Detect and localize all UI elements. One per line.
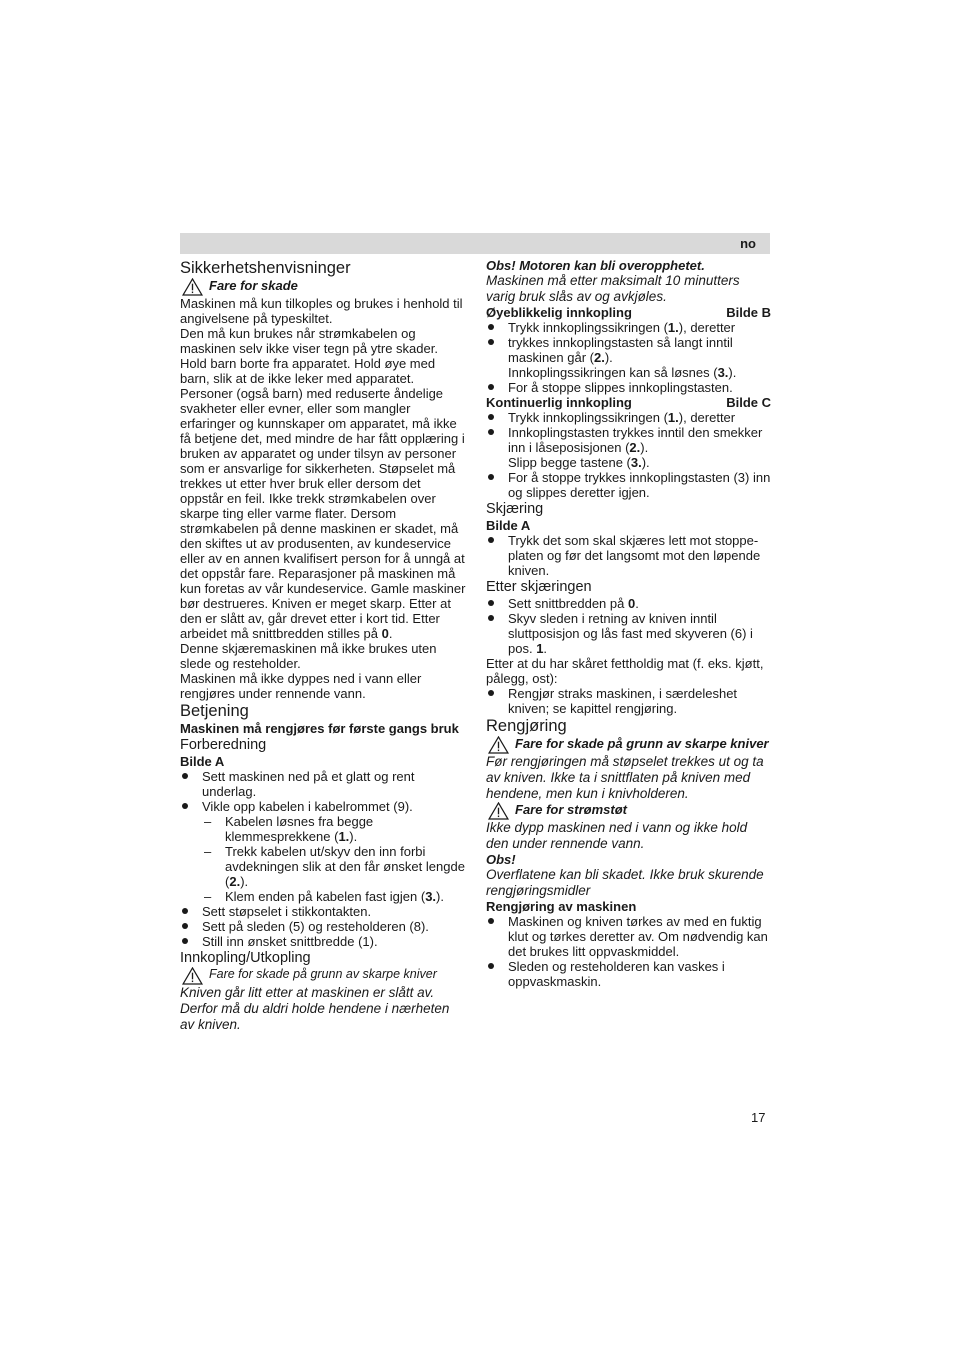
- list-item-text: Slipp begge tastene (: [508, 455, 631, 470]
- list-item-text: Vikle opp kabelen i kabelrommet (9).: [202, 799, 413, 814]
- list-item-end: .: [635, 596, 639, 611]
- safety-paragraph-4: Maskinen må ikke dyppes ned i vann eller rengjøres under rennende vann.: [180, 671, 422, 701]
- list-item: [180, 904, 466, 919]
- list-item-text: Maskinen og kniven tørkes av med en fuktig klut og tørkes deretter av. Om nødvendig kan det brukes litt oppvaskmiddel.: [508, 914, 768, 959]
- list-item: [180, 769, 466, 799]
- etter-list-1: [486, 596, 771, 656]
- dash-item: – Klem enden på kabelen fast igjen (3.).: [204, 889, 444, 904]
- list-item: [486, 335, 771, 365]
- dash-item-text: Kabelen løsnes fra begge klemmesprekkene (: [225, 814, 374, 844]
- list-item-end: ), deretter: [678, 320, 736, 335]
- kontinuerlig-row: [486, 395, 771, 410]
- forberedning-list-2: [180, 904, 466, 949]
- safety-heading: Sikkerhetshenvisninger: [180, 259, 351, 277]
- list-item: [486, 686, 771, 716]
- safety-paragraph-2: [180, 326, 466, 641]
- list-item-text: Sett maskinen ned på et glatt og rent underlag.: [202, 769, 415, 799]
- list-item: [180, 799, 466, 814]
- list-item-text: Sleden og resteholderen kan vaskes i oppvaskmaskin.: [508, 959, 725, 989]
- step-number: 3.: [425, 889, 437, 904]
- list-item: [486, 320, 771, 335]
- warning-triangle-icon: [488, 802, 509, 820]
- innkopling-text: Kniven går litt etter at maskinen er slått av. Derfor må du aldri holde hendene i nærheten av kniven.: [180, 985, 450, 1032]
- obs-text: Maskinen må etter maksimalt 10 minutters varig bruk slås av og avkjøles.: [486, 273, 740, 304]
- list-item: [180, 934, 466, 949]
- list-item-text: For å stoppe slippes innkoplingstasten.: [508, 380, 733, 395]
- kontinuerlig-label: Kontinuerlig innkopling: [486, 395, 632, 410]
- list-item-text: Innkoplingstasten trykkes inntil den smekker inn i låseposisjonen (: [508, 425, 763, 455]
- list-item-end: ).: [604, 350, 613, 365]
- dash-item-end: ).: [349, 829, 358, 844]
- list-item-text: Innkoplingssikringen kan så løsnes (: [508, 365, 718, 380]
- list-item-end: ), deretter: [678, 410, 736, 425]
- step-number: 2.: [229, 874, 241, 889]
- safety-paragraph-3: Denne skjæremaskinen må ikke brukes uten slede og resteholder.: [180, 641, 437, 671]
- header-bar: [180, 233, 770, 254]
- language-code: no: [740, 236, 756, 251]
- list-item-text: Sett på sleden (5) og resteholderen (8).: [202, 919, 429, 934]
- betjening-heading: Betjening: [180, 702, 249, 720]
- warning-triangle-icon: [488, 736, 509, 754]
- list-item: [486, 470, 771, 500]
- page-number: 17: [751, 1110, 766, 1125]
- skjaering-bilde-label: Bilde A: [486, 518, 531, 533]
- dash-item-end: ).: [436, 889, 444, 904]
- betjening-subheading: Maskinen må rengjøres før første gangs bruk: [180, 721, 459, 736]
- rengjoring-maskinen-label: Rengjøring av maskinen: [486, 899, 637, 914]
- list-item: [486, 425, 771, 455]
- etter-text: Etter at du har skåret fettholdig mat (f. eks. kjøtt, pålegg, ost):: [486, 656, 764, 686]
- list-item-text: Trykk det som skal skjæres lett mot stoppe-platen og før det langsomt mot den løpende kniven.: [508, 533, 761, 578]
- list-item-text: Sett støpselet i stikkontakten.: [202, 904, 372, 919]
- list-item-text: Rengjør straks maskinen, i særdeleshet kniven; se kapittel rengjøring.: [508, 686, 738, 716]
- warning-triangle-icon: [182, 278, 203, 296]
- step-number: 1: [536, 641, 544, 656]
- safety-paragraph-1: Maskinen må kun tilkoples og brukes i henhold til angivelsene på typeskiltet.: [180, 296, 463, 326]
- list-item: [486, 611, 771, 656]
- list-item-text: trykkes innkoplingstasten så langt inntil maskinen går (: [508, 335, 733, 365]
- obs-heading: Obs! Motoren kan bli overopphetet.: [486, 258, 705, 273]
- rengjoring-text-2: Ikke dypp maskinen ned i vann og ikke hold den under rennende vann.: [486, 820, 748, 851]
- safety-warning-label: Fare for skade: [209, 278, 298, 293]
- list-item: [486, 959, 771, 989]
- rengjoring-warning-1: [486, 736, 771, 754]
- rengjoring-warning-1-label: Fare for skade på grunn av skarpe kniver: [515, 736, 769, 751]
- oyeblikkelig-list: [486, 320, 771, 395]
- step-number: 1.: [667, 320, 679, 335]
- rengjoring-list: [486, 914, 771, 989]
- oyeblikkelig-row: [486, 305, 771, 320]
- step-number: 2.: [593, 350, 605, 365]
- etter-list-2: [486, 686, 771, 716]
- kontinuerlig-bilde: Bilde C: [726, 395, 771, 410]
- rengjoring-heading: Rengjøring: [486, 717, 567, 735]
- forberedning-bilde-label: Bilde A: [180, 754, 225, 769]
- list-item-text: Skyv sleden i retning av kniven inntil sluttposisjon og lås fast med skyveren (6) i pos.: [508, 611, 753, 656]
- skjaering-heading: Skjæring: [486, 501, 544, 517]
- list-item-end: .: [543, 641, 548, 656]
- list-item-text: Still inn ønsket snittbredde (1).: [202, 934, 378, 949]
- left-column: [180, 258, 466, 1033]
- forberedning-heading: Forberedning: [180, 737, 267, 753]
- list-item-text: Sett snittbredden på: [508, 596, 628, 611]
- kontinuerlig-list: [486, 410, 771, 500]
- rengjoring-obs-text: Overflatene kan bli skadet. Ikke bruk skurende rengjøringsmidler: [486, 867, 764, 898]
- warning-triangle-icon: [182, 967, 203, 985]
- dash-item-text: Trekk kabelen ut/skyv den inn forbi avdekningen slik at den får ønsket lengde (: [225, 844, 465, 889]
- list-item-end: ).: [728, 365, 737, 380]
- rengjoring-obs: Obs!: [486, 852, 516, 867]
- oyeblikkelig-bilde: Bilde B: [726, 305, 771, 320]
- list-item-text: Trykk innkoplingssikringen (: [508, 410, 668, 425]
- list-item-continuation: [486, 455, 771, 470]
- dash-item: – Trekk kabelen ut/skyv den inn forbi avdekningen slik at den får ønsket lengde (2.).: [204, 844, 465, 889]
- skjaering-list: [486, 533, 771, 578]
- forberedning-dash-list: [180, 814, 466, 904]
- rengjoring-warning-2: [486, 802, 771, 820]
- etter-heading: Etter skjæringen: [486, 579, 592, 595]
- list-item-end: ).: [641, 455, 650, 470]
- step-number: 1.: [667, 410, 679, 425]
- step-number: 3.: [630, 455, 642, 470]
- safety-paragraph-2-text: Den må kun brukes når strømkabelen og maskinen selv ikke viser tegn på ytre skader. Hold barn borte fra apparatet. Hold øye med barn, slik at de ikke leker med apparatet. Personer (også barn) med reduserte åndelige svakheter eller evner, eller som mangler erfaringer og kunnskaper om apparatet, må ikke få betjene det, med mindre de har fått opplæring i bruken av apparatet og under tilsyn av personer som er ansvarlige for sikkerheten. Støpselet må trekkes ut etter hver bruk eller dersom det oppstår en feil. Ikke trekk strømkabelen over skarpe ting eller varme flater. Dersom strømkabelen på denne maskinen er skadet, må den skiftes ut av produsenten, av kundeservice eller av en annen kvalifisert person for å unngå at det oppstår fare. Reparasjoner på maskinen må kun foretas av vår kundeservice. Gamle maskiner bør destrueres. Kniven er meget skarp. Etter at den er slått av, går drevet etter i kort tid. Etter arbeidet må snittbredden stilles på: [180, 326, 466, 641]
- right-column: [486, 258, 771, 989]
- list-item: [486, 596, 771, 611]
- list-item-text: Trykk innkoplingssikringen (: [508, 320, 668, 335]
- step-number: 2.: [629, 440, 641, 455]
- rengjoring-warning-2-label: Fare for strømstøt: [515, 802, 627, 817]
- dash-item: – Kabelen løsnes fra begge klemmesprekkene (1.).: [204, 814, 374, 844]
- list-item-continuation: [486, 365, 771, 380]
- snittbredde-zero: 0: [381, 626, 389, 641]
- list-item: [486, 410, 771, 425]
- step-number: 1.: [338, 829, 350, 844]
- list-item: [180, 919, 466, 934]
- innkopling-warning-label: Fare for skade på grunn av skarpe kniver: [209, 967, 437, 981]
- forberedning-list-1: [180, 769, 466, 814]
- dash-item-end: ).: [240, 874, 249, 889]
- list-item-end: ).: [640, 440, 649, 455]
- safety-paragraph-2-end: .: [388, 626, 393, 641]
- step-number: 0: [627, 596, 636, 611]
- innkopling-warning: [180, 967, 466, 985]
- rengjoring-text-1: Før rengjøringen må støpselet trekkes ut og ta av kniven. Ikke ta i snittflaten på kniven med hendene, men kun i knivholderen.: [486, 754, 764, 801]
- list-item-text: For å stoppe trykkes innkoplingstasten (3) inn og slippes deretter igjen.: [508, 470, 771, 500]
- step-number: 3.: [717, 365, 729, 380]
- list-item: [486, 380, 771, 395]
- oyeblikkelig-label: Øyeblikkelig innkopling: [486, 305, 632, 320]
- list-item: [486, 914, 771, 959]
- dash-item-text: Klem enden på kabelen fast igjen (: [225, 889, 426, 904]
- list-item: [486, 533, 771, 578]
- safety-warning: [180, 278, 466, 296]
- innkopling-heading: Innkopling/Utkopling: [180, 950, 311, 966]
